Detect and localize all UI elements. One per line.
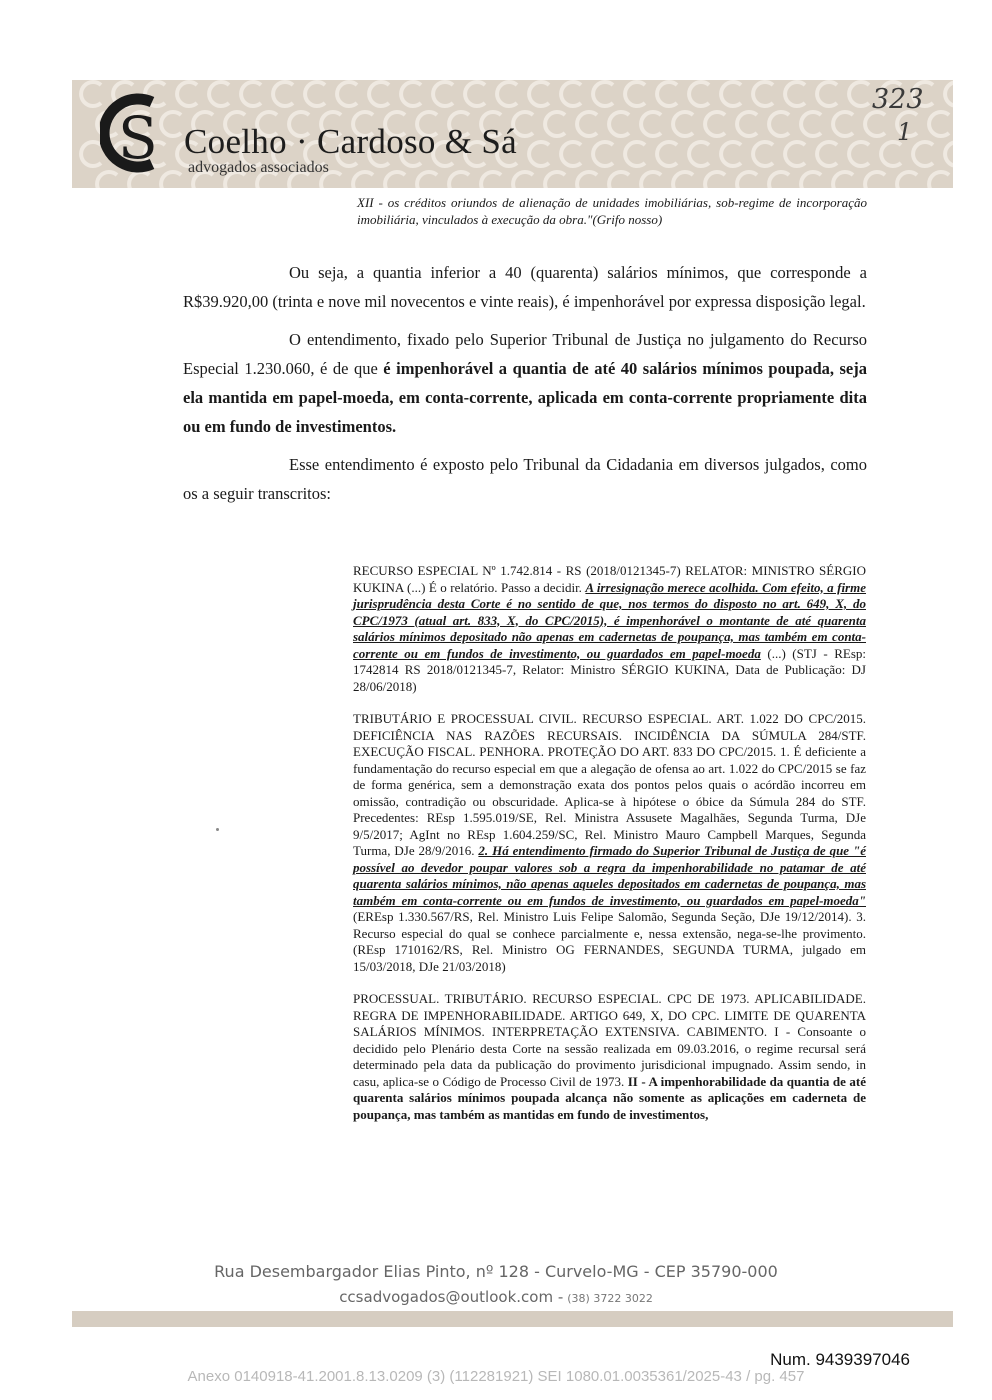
handwritten-page-number: 323 bbox=[872, 84, 924, 115]
pattern-c-5 bbox=[241, 82, 261, 106]
pattern-c-3 bbox=[177, 82, 197, 106]
citation-3-text: PROCESSUAL. TRIBUTÁRIO. RECURSO ESPECIAL. CPC DE 1973. APLICABILIDADE. REGRA DE IMPENHORABILIDADE. ARTIGO 649, X, DO CPC. LIMITE DE QUARENTA SALÁRIOS MÍNIMOS. INTERPRETAÇÃO EXTENSIVA. CABIMENTO. I - Consoante o decidido pelo Plenário desta Corte na sessão realizada em 09.03.2016, o regime recursal será determinado pela data da publicação do provimento jurisdicional impugnado. Assim sendo, in casu, aplica-se o Código de Processo Civil de 1973. bbox=[353, 991, 866, 1089]
pattern-c-101 bbox=[641, 172, 661, 188]
footer-email: ccsadvogados@outlook.com - bbox=[339, 1288, 564, 1306]
pattern-c-51 bbox=[833, 112, 853, 136]
pattern-c-82 bbox=[913, 142, 933, 166]
pattern-c-75 bbox=[689, 142, 709, 166]
firm-logo-icon bbox=[100, 92, 170, 174]
pattern-c-98 bbox=[545, 172, 565, 188]
pattern-c-73 bbox=[625, 142, 645, 166]
pattern-c-72 bbox=[593, 142, 613, 166]
pattern-c-79 bbox=[817, 142, 837, 166]
main-text bbox=[183, 258, 867, 517]
citations-block bbox=[353, 563, 866, 1139]
pattern-c-15 bbox=[561, 82, 581, 106]
pattern-c-21 bbox=[753, 82, 773, 106]
pattern-c-85 bbox=[129, 172, 149, 188]
pattern-c-42 bbox=[545, 112, 565, 136]
pattern-c-0 bbox=[81, 82, 101, 106]
pattern-c-108 bbox=[865, 172, 885, 188]
pattern-c-106 bbox=[801, 172, 821, 188]
citation-2-text: TRIBUTÁRIO E PROCESSUAL CIVIL. RECURSO ESPECIAL. ART. 1.022 DO CPC/2015. DEFICIÊNCIA NAS RAZÕES RECURSAIS. INCIDÊNCIA DA SÚMULA 284/STF. EXECUÇÃO FISCAL. PENHORA. PROTEÇÃO DO ART. 833 DO CPC/2015. 1. É deficiente a fundamentação do recurso especial em que a alegação de ofensa ao art. 1.022 do CPC/2015 se faz de forma genérica, sem a demonstração exata dos pontos pelos quais o acórdão incorreu em omissão, contradição ou obscuridade. Aplica-se à hipótese o óbice da Súmula 284 do STF. Precedentes: REsp 1.595.019/SE, Rel. Ministra Assusete Magalhães, Segunda Turma, DJe 9/5/2017; AgInt no REsp 1.604.259/SC, Rel. Ministro Mauro Campbell Marques, Segunda Turma, DJe 28/9/2016. bbox=[353, 711, 866, 858]
stray-mark bbox=[216, 828, 219, 831]
firm-name: Coelho · Cardoso & Sá bbox=[184, 122, 517, 161]
pattern-c-86 bbox=[161, 172, 181, 188]
pattern-c-80 bbox=[849, 142, 869, 166]
pattern-c-94 bbox=[417, 172, 437, 188]
pattern-c-11 bbox=[433, 82, 453, 106]
pattern-c-48 bbox=[737, 112, 757, 136]
pattern-c-107 bbox=[833, 172, 853, 188]
pattern-c-22 bbox=[785, 82, 805, 106]
pattern-c-6 bbox=[273, 82, 293, 106]
pattern-c-96 bbox=[481, 172, 501, 188]
pattern-c-70 bbox=[529, 142, 549, 166]
citation-1 bbox=[353, 563, 866, 695]
citation-2-source: (EREsp 1.330.567/RS, Rel. Ministro Luis Felipe Salomão, Segunda Seção, DJe 19/12/2014). 3. Recurso especial do qual se conhece parcialmente e, nessa extensão, nega-se-lhe provimento. (REsp 1710162/RS, Rel. Ministro OG FERNANDES, SEGUNDA TURMA, julgado em 15/03/2018, DJe 21/03/2018) bbox=[353, 909, 866, 974]
citation-2 bbox=[353, 711, 866, 975]
footer-phone: (38) 3722 3022 bbox=[567, 1292, 653, 1305]
citation-1-underlined: A irresignação merece acolhida. Com efeito, a firme jurisprudência desta Corte é no sentido de que, nos termos do disposto no art. 649, X, do CPC/1973 (atual art. 833, X, do CPC/2015), é impenhorável o montante de até quarenta salários mínimos depositado não apenas em cadernetas de poupança, mas também em conta-corrente ou em fundos de investimento, ou guardados em papel-moeda bbox=[353, 579, 867, 661]
firm-subtitle: advogados associados bbox=[188, 159, 329, 176]
pattern-c-103 bbox=[705, 172, 725, 188]
citation-2-underlined: 2. Há entendimento firmado do Superior Tribunal de Justiça de que "é possível ao devedor poupar valores sob a regra da impenhorabilidade no patamar de até quarenta salários mínimos, não apenas aqueles depositados em cadernetas de poupança, mas também em conta-corrente ou em fundos de investimento, ou guardados em papel-moeda" bbox=[353, 843, 866, 908]
pattern-c-110 bbox=[929, 172, 949, 188]
pattern-c-76 bbox=[721, 142, 741, 166]
pattern-c-54 bbox=[929, 112, 949, 136]
pattern-c-52 bbox=[865, 112, 885, 136]
pattern-c-27 bbox=[945, 82, 953, 106]
pattern-c-43 bbox=[577, 112, 597, 136]
pattern-c-78 bbox=[785, 142, 805, 166]
pattern-c-7 bbox=[305, 82, 325, 106]
pattern-c-45 bbox=[641, 112, 661, 136]
pattern-c-100 bbox=[609, 172, 629, 188]
pattern-c-83 bbox=[945, 142, 953, 166]
sei-stamp: Anexo 0140918-41.2001.8.13.0209 (3) (112281921) SEI 1080.01.0035361/2025-43 / pg. 457 bbox=[187, 1368, 805, 1385]
pattern-c-46 bbox=[673, 112, 693, 136]
pattern-c-12 bbox=[465, 82, 485, 106]
pattern-c-105 bbox=[769, 172, 789, 188]
pattern-c-14 bbox=[529, 82, 549, 106]
pattern-c-95 bbox=[449, 172, 469, 188]
footer-contact bbox=[0, 1288, 992, 1306]
document-number: Num. 9439397046 bbox=[770, 1350, 910, 1369]
citation-1-text: RECURSO ESPECIAL Nº 1.742.814 - RS (2018/0121345-7) RELATOR: MINISTRO SÉRGIO KUKINA (...) É o relatório. Passo a decidir. bbox=[353, 563, 866, 595]
pattern-c-23 bbox=[817, 82, 837, 106]
pattern-c-10 bbox=[401, 82, 421, 106]
pattern-c-18 bbox=[657, 82, 677, 106]
paragraph-2 bbox=[183, 325, 867, 441]
paragraph-3: Esse entendimento é exposto pelo Tribunal da Cidadania em diversos julgados, como os a seguir transcritos: bbox=[183, 455, 867, 503]
logo-initial-s: S bbox=[118, 104, 158, 172]
footer-bar bbox=[72, 1311, 953, 1327]
paragraph-1: Ou seja, a quantia inferior a 40 (quarenta) salários mínimos, que corresponde a R$39.920,00 (trinta e nove mil novecentos e vinte reais), é impenhorável por expressa disposição legal. bbox=[183, 263, 867, 311]
pattern-c-20 bbox=[721, 82, 741, 106]
pattern-c-104 bbox=[737, 172, 757, 188]
paragraph-2-bold: é impenhorável a quantia de até 40 salários mínimos poupada, seja ela mantida em papel-moeda, em conta-corrente, aplicada em conta-corrente propriamente dita ou em fundo de investimentos. bbox=[183, 359, 867, 436]
pattern-c-93 bbox=[385, 172, 405, 188]
pattern-c-13 bbox=[497, 82, 517, 106]
pattern-c-50 bbox=[801, 112, 821, 136]
pattern-c-84 bbox=[97, 172, 117, 188]
pattern-c-9 bbox=[369, 82, 389, 106]
citation-3-bold: II - A impenhorabilidade da quantia de até quarenta salários mínimos poupada alcança não somente as aplicações em caderneta de poupança, mas também as mantidas em fundo de investimentos, bbox=[353, 1073, 867, 1122]
pattern-c-109 bbox=[897, 172, 917, 188]
pattern-c-47 bbox=[705, 112, 725, 136]
pattern-c-4 bbox=[209, 82, 229, 106]
pattern-c-97 bbox=[513, 172, 533, 188]
pattern-c-56 bbox=[81, 142, 101, 166]
pattern-c-74 bbox=[657, 142, 677, 166]
paragraph-2-normal: O entendimento, fixado pelo Superior Tribunal de Justiça no julgamento do Recurso Especial 1.230.060, é de que bbox=[183, 330, 867, 378]
pattern-c-99 bbox=[577, 172, 597, 188]
pattern-c-77 bbox=[753, 142, 773, 166]
handwritten-mark: 1 bbox=[897, 118, 913, 146]
pattern-c-16 bbox=[593, 82, 613, 106]
pattern-c-19 bbox=[689, 82, 709, 106]
citation-1-source: (...) (STJ - REsp: 1742814 RS 2018/0121345-7, Relator: Ministro SÉRGIO KUKINA, Data de Publicação: DJ 28/06/2018) bbox=[353, 645, 866, 694]
pattern-c-24 bbox=[849, 82, 869, 106]
pattern-c-8 bbox=[337, 82, 357, 106]
pattern-c-92 bbox=[353, 172, 373, 188]
quote-intro: XII - os créditos oriundos de alienação de unidades imobiliárias, sob-regime de incorporação imobiliária, vinculados à execução da obra."(Grifo nosso) bbox=[357, 195, 867, 227]
pattern-c-102 bbox=[673, 172, 693, 188]
pattern-c-17 bbox=[625, 82, 645, 106]
pattern-c-49 bbox=[769, 112, 789, 136]
pattern-c-44 bbox=[609, 112, 629, 136]
footer-address: Rua Desembargador Elias Pinto, nº 128 - Curvelo-MG - CEP 35790-000 bbox=[214, 1262, 778, 1281]
pattern-c-71 bbox=[561, 142, 581, 166]
citation-3 bbox=[353, 991, 866, 1123]
